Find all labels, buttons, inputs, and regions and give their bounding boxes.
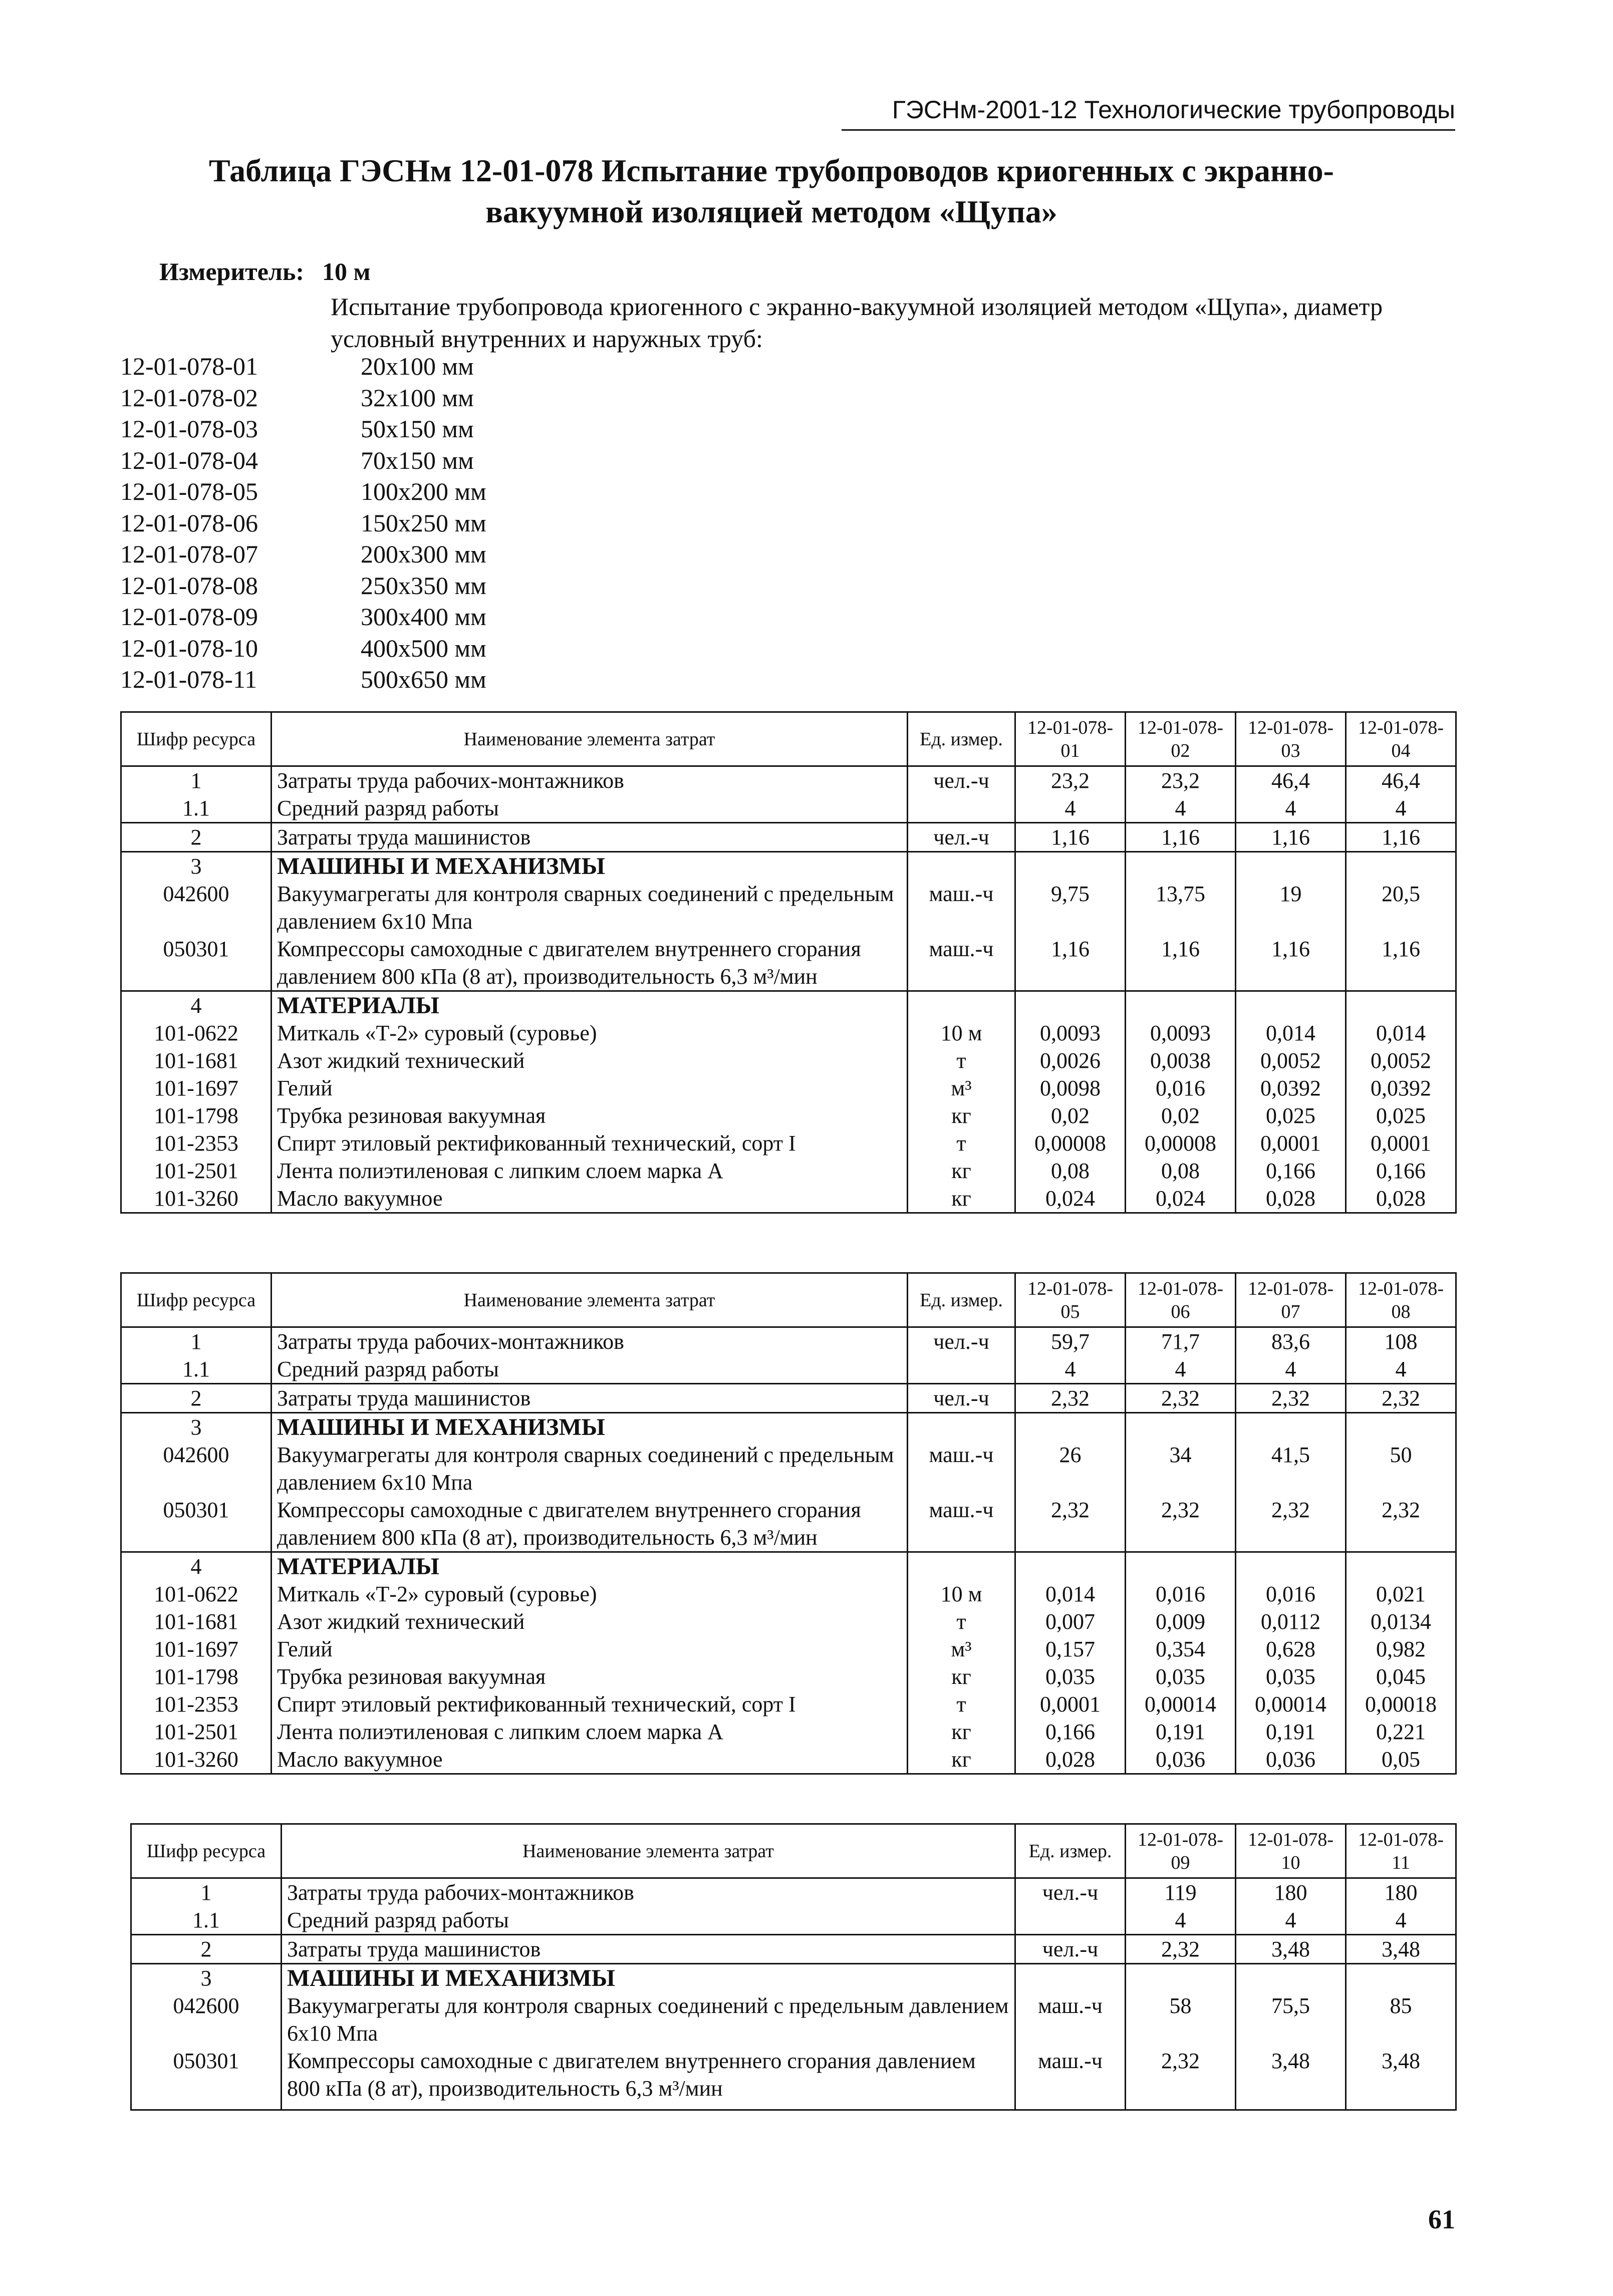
table-header-row	[121, 712, 1456, 766]
list-item: 12-01-078-07 200x300 мм	[120, 540, 486, 568]
table-row: 101-0622 Миткаль «Т-2» суровый (суровье) 10 м 0,014 0,016 0,016 0,021	[121, 1580, 1456, 1608]
table-row: 050301 Компрессоры самоходные с двигателем внутреннего сгорания давлением 800 кПа (8 ат), производительность 6,3 м³/мин маш.-ч 2,32 2,32 2,32 2,32	[121, 1496, 1456, 1552]
header-unit: Ед. измер.	[1015, 1824, 1126, 1878]
list-item: 12-01-078-10 400x500 мм	[120, 634, 486, 662]
description: Испытание трубопровода криогенного с экранно-вакуумной изоляцией методом «Щупа», диаметр условный внутренних и наружных труб:	[331, 293, 1383, 353]
measure-label: Измеритель:	[159, 257, 305, 285]
measure-value: 10 м	[322, 257, 371, 285]
norm-table-3	[130, 1823, 1457, 2111]
code-list	[120, 351, 561, 695]
table-row: 101-2353 Спирт этиловый ректификованный технический, сорт I т 0,00008 0,00008 0,0001 0,0001	[121, 1129, 1456, 1157]
table-row: 3 МАШИНЫ И МЕХАНИЗМЫ	[131, 1964, 1456, 1992]
header-col: 12-01-078-06	[1126, 1273, 1236, 1327]
table-row: 101-1798 Трубка резиновая вакуумная кг 0,035 0,035 0,035 0,045	[121, 1663, 1456, 1690]
table-row: 101-3260 Масло вакуумное кг 0,028 0,036 0,036 0,05	[121, 1746, 1456, 1774]
table-row: 1.1 Средний разряд работы 4 4 4 4	[121, 1355, 1456, 1384]
table-row: 101-1681 Азот жидкий технический т 0,0026 0,0038 0,0052 0,0052	[121, 1047, 1456, 1074]
list-item: 12-01-078-09 300x400 мм	[120, 603, 486, 631]
header-col: 12-01-078-03	[1236, 712, 1346, 766]
table-row: 1 Затраты труда рабочих-монтажников чел.-ч 119 180 180	[131, 1878, 1456, 1907]
table-row: 4 МАТЕРИАЛЫ	[121, 1552, 1456, 1581]
list-item: 12-01-078-01 20x100 мм	[120, 352, 474, 380]
header-name: Наименование элемента затрат	[282, 1824, 1015, 1878]
table-header-row	[121, 1273, 1456, 1327]
table-row: 101-2501 Лента полиэтиленовая с липким слоем марка А кг 0,166 0,191 0,191 0,221	[121, 1718, 1456, 1746]
page-title	[120, 150, 1423, 232]
header-col: 12-01-078-10	[1236, 1824, 1346, 1878]
table-row: 101-3260 Масло вакуумное кг 0,024 0,024 0,028 0,028	[121, 1185, 1456, 1213]
norm-table-1	[120, 711, 1457, 1214]
title-line-1: Таблица ГЭСНм 12-01-078 Испытание трубопроводов криогенных с экранно-	[209, 153, 1334, 188]
table-row: 1 Затраты труда рабочих-монтажников чел.-ч 23,2 23,2 46,4 46,4	[121, 766, 1456, 795]
list-item: 12-01-078-06 150x250 мм	[120, 508, 486, 537]
list-item: 12-01-078-08 250x350 мм	[120, 571, 486, 600]
header-col: 12-01-078-04	[1346, 712, 1456, 766]
table-row: 101-0622 Миткаль «Т-2» суровый (суровье) 10 м 0,0093 0,0093 0,014 0,014	[121, 1019, 1456, 1047]
header-col: 12-01-078-11	[1346, 1824, 1456, 1878]
table-row: 042600 Вакуумагрегаты для контроля сварных соединений с предельным давлением 6x10 Мпа маш.-ч 58 75,5 85	[131, 1992, 1456, 2047]
table-row: 101-1697 Гелий м³ 0,0098 0,016 0,0392 0,0392	[121, 1074, 1456, 1102]
table-row: 101-1697 Гелий м³ 0,157 0,354 0,628 0,982	[121, 1635, 1456, 1663]
table-row: 101-2501 Лента полиэтиленовая с липким слоем марка А кг 0,08 0,08 0,166 0,166	[121, 1157, 1456, 1185]
list-item: 12-01-078-02 32x100 мм	[120, 383, 474, 412]
header-name: Наименование элемента затрат	[272, 712, 908, 766]
list-item: 12-01-078-04 70x150 мм	[120, 446, 474, 474]
table-row: 1.1 Средний разряд работы 4 4 4	[131, 1906, 1456, 1935]
running-header: ГЭСНм-2001-12 Технологические трубопроводы	[892, 96, 1455, 124]
table-row: 2 Затраты труда машинистов чел.-ч 1,16 1,16 1,16 1,16	[121, 823, 1456, 852]
header-col: 12-01-078-08	[1346, 1273, 1456, 1327]
title-line-2: вакуумной изоляцией методом «Щупа»	[485, 194, 1057, 229]
header-name: Наименование элемента затрат	[272, 1273, 908, 1327]
table-row: 042600 Вакуумагрегаты для контроля сварных соединений с предельным давлением 6x10 Мпа маш.-ч 9,75 13,75 19 20,5	[121, 880, 1456, 935]
header-col: 12-01-078-05	[1015, 1273, 1126, 1327]
norm-table-2	[120, 1272, 1457, 1775]
table-row: 101-2353 Спирт этиловый ректификованный технический, сорт I т 0,0001 0,00014 0,00014 0,00018	[121, 1690, 1456, 1718]
header-unit: Ед. измер.	[908, 1273, 1015, 1327]
header-col: 12-01-078-09	[1126, 1824, 1236, 1878]
table-row: 1 Затраты труда рабочих-монтажников чел.-ч 59,7 71,7 83,6 108	[121, 1327, 1456, 1356]
header-code: Шифр ресурса	[121, 712, 272, 766]
table-row: 101-1798 Трубка резиновая вакуумная кг 0,02 0,02 0,025 0,025	[121, 1102, 1456, 1129]
header-code: Шифр ресурса	[121, 1273, 272, 1327]
table-row: 101-1681 Азот жидкий технический т 0,007 0,009 0,0112 0,0134	[121, 1608, 1456, 1635]
header-code: Шифр ресурса	[131, 1824, 282, 1878]
table-row: 3 МАШИНЫ И МЕХАНИЗМЫ	[121, 852, 1456, 881]
list-item: 12-01-078-11 500x650 мм	[120, 665, 486, 693]
header-rule	[842, 129, 1455, 131]
header-col: 12-01-078-07	[1236, 1273, 1346, 1327]
table-row: 2 Затраты труда машинистов чел.-ч 2,32 3,48 3,48	[131, 1935, 1456, 1964]
list-item: 12-01-078-03 50x150 мм	[120, 415, 474, 443]
table-row: 050301 Компрессоры самоходные с двигателем внутреннего сгорания давлением 800 кПа (8 ат), производительность 6,3 м³/мин маш.-ч 2,32 3,48 3,48	[131, 2047, 1456, 2110]
table-row: 1.1 Средний разряд работы 4 4 4 4	[121, 794, 1456, 823]
list-item: 12-01-078-05 100x200 мм	[120, 477, 486, 505]
table-row: 3 МАШИНЫ И МЕХАНИЗМЫ	[121, 1413, 1456, 1442]
table-row: 4 МАТЕРИАЛЫ	[121, 991, 1456, 1020]
header-unit: Ед. измер.	[908, 712, 1015, 766]
table-row: 050301 Компрессоры самоходные с двигателем внутреннего сгорания давлением 800 кПа (8 ат), производительность 6,3 м³/мин маш.-ч 1,16 1,16 1,16 1,16	[121, 935, 1456, 991]
page-number: 61	[1428, 2204, 1455, 2234]
table-row: 042600 Вакуумагрегаты для контроля сварных соединений с предельным давлением 6x10 Мпа маш.-ч 26 34 41,5 50	[121, 1441, 1456, 1496]
measure	[159, 257, 371, 286]
table-header-row	[131, 1824, 1456, 1878]
header-col: 12-01-078-02	[1126, 712, 1236, 766]
header-col: 12-01-078-01	[1015, 712, 1126, 766]
table-row: 2 Затраты труда машинистов чел.-ч 2,32 2,32 2,32 2,32	[121, 1384, 1456, 1413]
